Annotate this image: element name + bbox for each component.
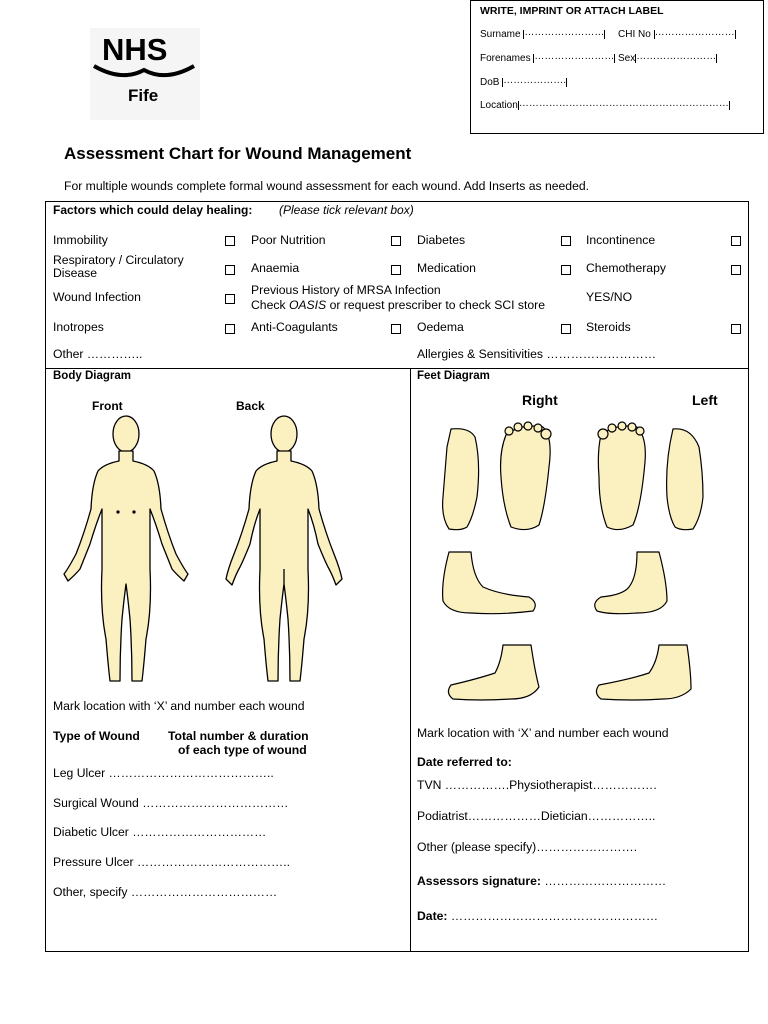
factor-respiratory: Respiratory / Circulatory Disease — [53, 253, 184, 280]
wound-leg-ulcer[interactable]: Leg Ulcer ………………………………….. — [53, 766, 274, 780]
feet-diagram-heading: Feet Diagram — [417, 370, 490, 382]
body-outline-diagram[interactable] — [46, 409, 410, 689]
assessor-signature-field[interactable]: Assessors signature: ………………………… — [417, 874, 667, 888]
factors-note: (Please tick relevant box) — [279, 203, 414, 217]
factors-heading: Factors which could delay healing: — [53, 203, 253, 217]
wound-surgical[interactable]: Surgical Wound ……………………………… — [53, 796, 289, 810]
factor-mrsa: Previous History of MRSA Infection Check OASIS or request prescriber to check SCI store — [251, 283, 545, 312]
factor-anti-coagulants: Anti-Coagulants — [251, 320, 338, 334]
checkbox-medication[interactable] — [561, 265, 571, 275]
sex-field[interactable]: Sex…………………… — [618, 51, 717, 64]
right-foot-sole — [501, 426, 551, 530]
factor-incontinence: Incontinence — [586, 233, 656, 247]
factor-oedema: Oedema — [417, 320, 464, 334]
right-foot-outer — [448, 645, 539, 700]
factor-wound-infection: Wound Infection — [53, 290, 141, 304]
checkbox-anti-coagulants[interactable] — [391, 324, 401, 334]
location-field[interactable]: Location……………………………………………………… — [480, 98, 729, 111]
factor-chemotherapy: Chemotherapy — [586, 261, 666, 275]
checkbox-wound-infection[interactable] — [225, 294, 235, 304]
dob-field[interactable]: DoB ………………. — [480, 75, 567, 88]
type-of-wound-heading: Type of Wound — [53, 729, 140, 743]
body-diagram-section — [45, 368, 411, 952]
checkbox-chemotherapy[interactable] — [731, 265, 741, 275]
body-back-figure — [226, 416, 342, 681]
factor-inotropes: Inotropes — [53, 320, 104, 334]
factor-diabetes: Diabetes — [417, 233, 466, 247]
left-foot-outer — [596, 645, 691, 700]
body-diagram-heading: Body Diagram — [53, 370, 131, 382]
wound-diabetic-ulcer[interactable]: Diabetic Ulcer …………………………… — [53, 825, 267, 839]
feet-outline-diagram[interactable] — [411, 417, 748, 717]
body-mark-instruction: Mark location with ‘X’ and number each wound — [53, 699, 305, 713]
factor-anaemia: Anaemia — [251, 261, 300, 275]
page-title: Assessment Chart for Wound Management — [64, 144, 412, 163]
checkbox-diabetes[interactable] — [561, 236, 571, 246]
feet-diagram-section — [410, 368, 749, 952]
front-label: Front — [92, 399, 123, 413]
factor-immobility: Immobility — [53, 233, 108, 247]
total-duration-heading-1: Total number & duration — [168, 729, 309, 743]
left-foot-side — [595, 552, 667, 614]
surname-field[interactable]: Surname …………………… — [480, 27, 605, 40]
mrsa-yes-no[interactable]: YES/NO — [586, 290, 633, 304]
chi-field[interactable]: CHI No …………………… — [618, 27, 735, 40]
date-referred-heading: Date referred to: — [417, 755, 512, 769]
date-field[interactable]: Date: …………………………………………… — [417, 909, 659, 923]
body-front-figure — [64, 416, 188, 681]
logo-swoosh-icon — [92, 60, 196, 84]
referral-tvn-physio[interactable]: TVN …………….Physiotherapist……………. — [417, 778, 657, 792]
factor-medication: Medication — [417, 261, 476, 275]
checkbox-respiratory[interactable] — [225, 265, 235, 275]
checkbox-incontinence[interactable] — [731, 236, 741, 246]
logo-nhs-text: NHS — [102, 32, 168, 67]
checkbox-inotropes[interactable] — [225, 324, 235, 334]
logo-fife-text: Fife — [128, 86, 159, 105]
factors-section — [45, 201, 749, 369]
patient-label-box[interactable] — [470, 0, 764, 134]
factor-steroids: Steroids — [586, 320, 631, 334]
right-foot-label: Right — [522, 392, 558, 408]
left-foot-label: Left — [692, 392, 718, 408]
referral-podiatrist-dietician[interactable]: Podiatrist………………Dietician…………….. — [417, 809, 656, 823]
feet-mark-instruction: Mark location with ‘X’ and number each wound — [417, 726, 669, 740]
label-heading: WRITE, IMPRINT OR ATTACH LABEL — [480, 5, 664, 17]
forenames-field[interactable]: Forenames …………………… — [480, 51, 615, 64]
right-foot-side — [443, 552, 536, 614]
back-label: Back — [236, 399, 265, 413]
page-subtitle: For multiple wounds complete formal wound assessment for each wound. Add Inserts as needed. — [64, 179, 590, 193]
total-duration-heading-2: of each type of wound — [178, 743, 307, 757]
left-foot-top — [667, 429, 703, 530]
right-foot-top — [443, 429, 479, 530]
checkbox-immobility[interactable] — [225, 236, 235, 246]
checkbox-anaemia[interactable] — [391, 265, 401, 275]
wound-other-specify[interactable]: Other, specify ……………………………… — [53, 885, 278, 899]
checkbox-oedema[interactable] — [561, 324, 571, 334]
left-foot-sole — [598, 426, 645, 530]
wound-pressure-ulcer[interactable]: Pressure Ulcer ……………………………….. — [53, 855, 291, 869]
nhs-fife-logo — [90, 28, 200, 120]
referral-other[interactable]: Other (please specify)……………………. — [417, 840, 638, 854]
factor-allergies[interactable]: Allergies & Sensitivities ……………………… — [417, 347, 657, 361]
factor-poor-nutrition: Poor Nutrition — [251, 233, 326, 247]
checkbox-poor-nutrition[interactable] — [391, 236, 401, 246]
checkbox-steroids[interactable] — [731, 324, 741, 334]
factor-other[interactable]: Other ………….. — [53, 347, 143, 361]
